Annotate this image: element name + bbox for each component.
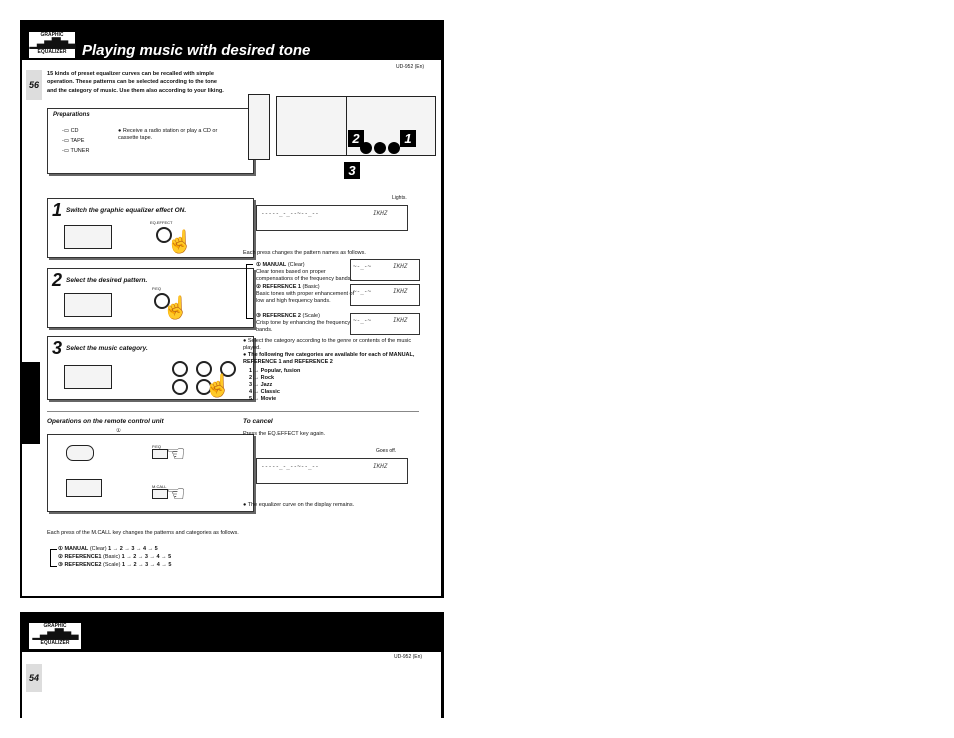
pattern-cycle-bracket: [246, 264, 253, 319]
lights-label: Lights.: [392, 195, 407, 201]
hand-press-icon: ☜: [166, 441, 186, 466]
prep-item-tuner: -▭ TUNER: [62, 148, 90, 154]
figure-label-1: 1: [400, 130, 416, 147]
model-number: UD-952 (En): [396, 64, 425, 70]
step-2-number: 2: [52, 270, 63, 290]
goes-off-label: Goes off.: [376, 448, 397, 454]
remote-heading: Operations on the remote control unit: [47, 418, 164, 425]
tuner-key-icon: -▭: [62, 148, 70, 154]
pattern-display-1: ~-_-~ IKHZ: [350, 259, 420, 281]
next-page-header-bar: [20, 616, 444, 652]
display-panel-off: [256, 458, 408, 484]
section-divider: [47, 411, 419, 412]
next-page-logo: [28, 622, 82, 650]
step-1-number: 1: [52, 200, 63, 220]
remote-row-2: ② REFERENCE1 (Basic) 1 → 2 → 3 → 4 → 5: [58, 554, 172, 560]
category-item: 3 → Jazz: [249, 382, 273, 388]
intro-text: 15 kinds of preset equalizer curves can be recalled with simple operation. These patterns can be selected according to the tone and the category of music. Use them also according to your liking.: [47, 71, 224, 94]
step-2-box: [47, 268, 254, 328]
remote-control: [248, 94, 270, 160]
equalizer-bars-icon: ▁▃▅▇▅▃: [29, 37, 75, 49]
frequency-label: IKHZ: [373, 210, 388, 217]
remote-cycle-bracket: [50, 549, 57, 567]
side-tab-black: [20, 362, 40, 444]
hand-press-icon: ☝: [204, 373, 232, 398]
step-2-unit: [64, 293, 112, 317]
category-key-1[interactable]: [172, 361, 188, 377]
hand-press-icon: ☜: [166, 481, 186, 506]
pattern-item-3: ③ REFERENCE 2 (Scale) Crisp tone by enhancing the frequency bands.: [256, 313, 351, 333]
remote-key-pair: [66, 445, 94, 461]
cancel-note: ● The equalizer curve on the display remains.: [243, 502, 355, 508]
pattern-lead: Each press changes the pattern names as follows.: [243, 250, 366, 256]
next-page-left-border: [20, 652, 22, 718]
stereo-unit-left: [276, 96, 348, 156]
page-title: Playing music with desired tone: [82, 42, 311, 59]
page-right-border: [441, 20, 444, 598]
page-number-tab: 56: [26, 70, 42, 100]
step-3-text: Select the music category.: [66, 345, 148, 352]
category-list: [249, 368, 300, 403]
logo-top-text: GRAPHIC: [43, 623, 67, 629]
p-eq-key-label: P.EQ: [152, 286, 162, 291]
pattern-display-3: ~-_-~ IKHZ: [350, 313, 420, 335]
cancel-heading: To cancel: [243, 418, 273, 425]
preparations-heading: Preparations: [53, 112, 90, 118]
preparations-box: [47, 108, 254, 174]
hand-press-icon: ☝: [166, 229, 194, 254]
pattern-display-2: ~-_-~ IKHZ: [350, 284, 420, 306]
device-illustration: [248, 92, 438, 176]
pattern-item-1: ① MANUAL (Clear) Clear tones based on proper compensations of the frequency bands.: [256, 262, 353, 282]
tape-key-icon: -▭: [62, 138, 70, 144]
step-1-text: Switch the graphic equalizer effect ON.: [66, 207, 187, 214]
category-item: 2 → Rock: [249, 375, 275, 381]
remote-illustration-box: [47, 434, 254, 512]
eq-curve-display: -----_-_--~--_--: [261, 463, 319, 470]
prep-item-cd: -▭ CD: [62, 128, 79, 134]
remote-row-3: ③ REFERENCE2 (Scale) 1 → 2 → 3 → 4 → 5: [58, 562, 172, 568]
category-item: 1 → Popular, fusion: [249, 368, 301, 374]
figure-label-2: 2: [348, 130, 364, 147]
pattern-item-2: ② REFERENCE 1 (Basic) Basic tones with proper enhancement of low and high frequency bands.: [256, 284, 355, 304]
logo-bottom-text: EQUALIZER: [37, 49, 67, 55]
category-key-4[interactable]: [172, 379, 188, 395]
cancel-text: Press the EQ.EFFECT key again.: [243, 431, 326, 437]
step-1-unit: [64, 225, 112, 249]
m-call-description: Each press of the M.CALL key changes the patterns and categories as follows.: [47, 530, 239, 536]
next-page-model: UD-952 (En): [394, 654, 423, 660]
hand-press-icon: ☝: [162, 295, 190, 320]
logo-top-text: GRAPHIC: [40, 32, 64, 38]
category-availability-note: ● The following five categories are available for each of MANUAL, REFERENCE 1 and REFERENCE 2: [243, 352, 415, 365]
remote-step-mark-1: ①: [116, 428, 121, 434]
frequency-label: IKHZ: [373, 463, 388, 470]
step-3-unit: [64, 365, 112, 389]
cd-key-icon: -▭: [62, 128, 70, 134]
logo-bottom-text: EQUALIZER: [40, 640, 70, 646]
remote-row-1: ① MANUAL (Clear) 1 → 2 → 3 → 4 → 5: [58, 546, 158, 552]
category-note: ● Select the category according to the genre or contents of the music played.: [243, 338, 412, 351]
p-eq-remote-key-label: P.EQ: [152, 444, 162, 449]
display-panel-on: [256, 205, 408, 231]
page-left-border: [20, 60, 22, 598]
category-item: 5 → Movie: [249, 396, 277, 402]
next-page-right-border: [441, 616, 444, 718]
next-page-number-tab: 54: [26, 664, 42, 692]
step-2-text: Select the desired pattern.: [66, 277, 148, 284]
equalizer-bars-icon: ▁▃▅▇▅▃: [32, 628, 78, 640]
category-item: 4 → Classic: [249, 389, 280, 395]
page-bottom-border: [20, 596, 444, 598]
eq-effect-key-label: EQ.EFFECT: [150, 220, 173, 225]
figure-label-3: 3: [344, 162, 360, 179]
eq-curve-display: -----_-_--~--_--: [261, 210, 319, 217]
remote-keypad: [66, 479, 102, 497]
step-3-number: 3: [52, 338, 63, 358]
m-call-remote-key-label: M.CALL: [152, 484, 167, 489]
prep-item-tape: -▭ TAPE: [62, 138, 85, 144]
step-1-box: [47, 198, 254, 258]
prep-note: ● Receive a radio station or play a CD or cassette tape.: [118, 128, 218, 141]
graphic-equalizer-logo: [28, 31, 76, 59]
step-3-box: [47, 336, 254, 400]
